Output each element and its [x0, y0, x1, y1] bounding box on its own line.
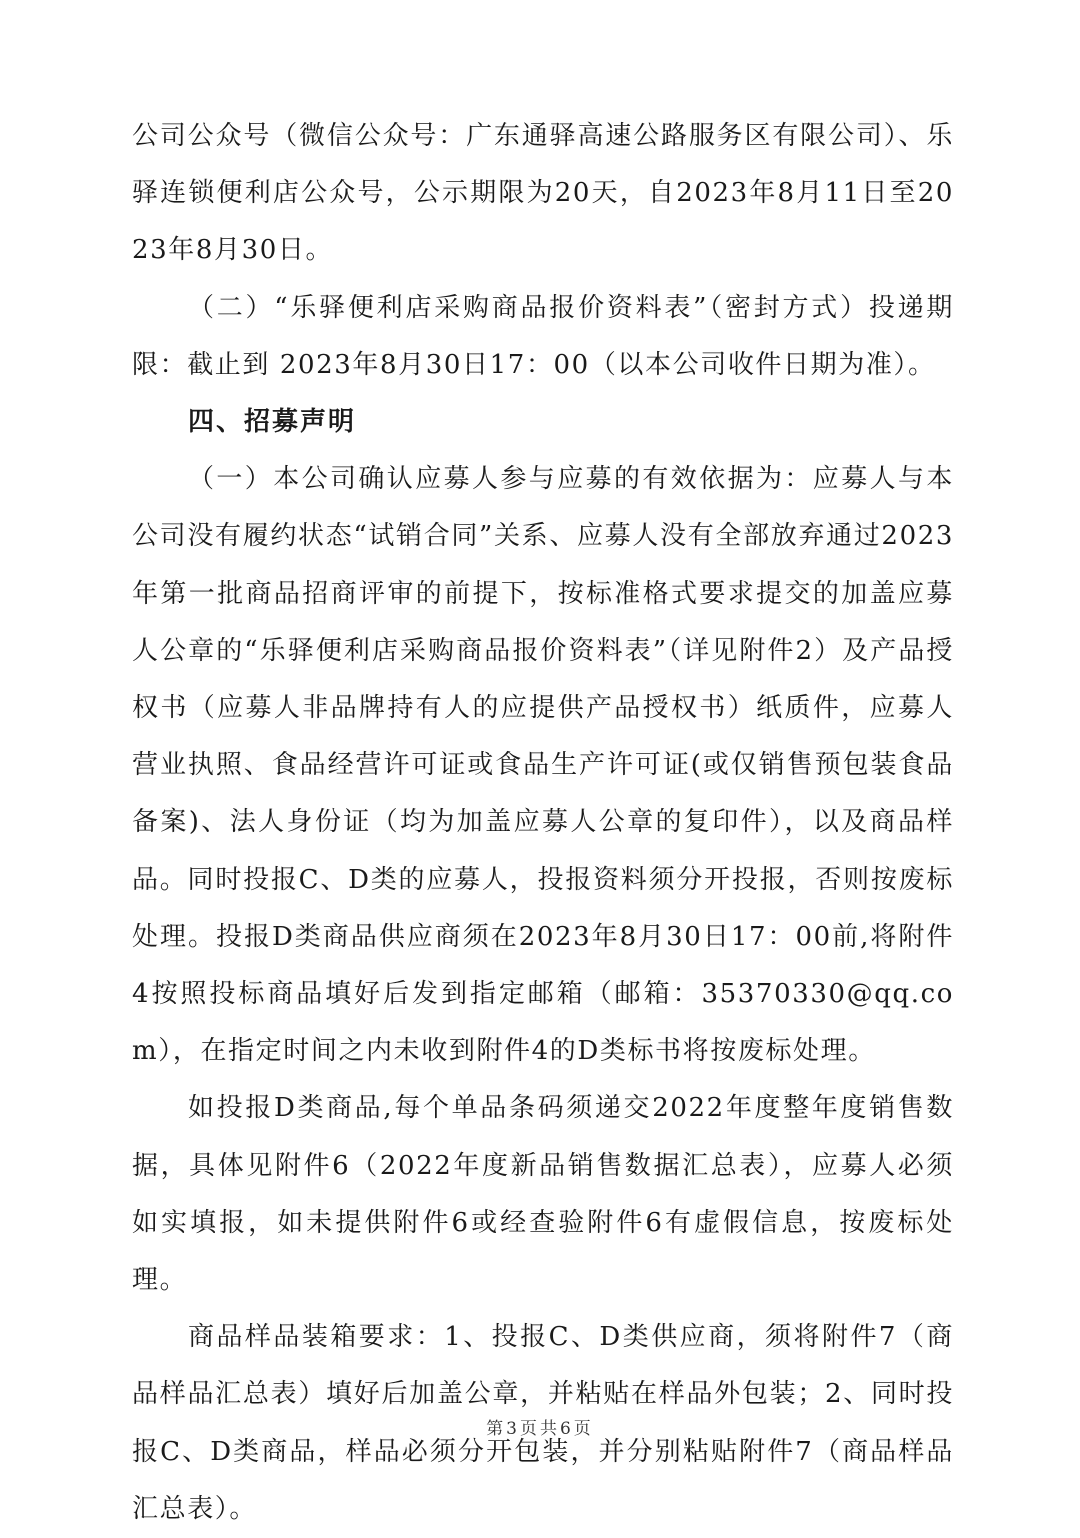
paragraph-valid-basis: （一）本公司确认应募人参与应募的有效依据为：应募人与本公司没有履约状态“试销合同”关系、应募人没有全部放弃通过2023年第一批商品招商评审的前提下，按标准格式要求提交的加盖应募人公章的“乐驿便利店采购商品报价资料表”（详见附件2）及产品授权书（应募人非品牌持有人的应提供产品授权书）纸质件，应募人营业执照、食品经营许可证或食品生产许可证(或仅销售预包装食品备案)、法人身份证（均为加盖应募人公章的复印件），以及商品样品。同时投报C、D类的应募人，投报资料须分开投报，否则按废标处理。投报D类商品供应商须在2023年8月30日17：00前,将附件4按照投标商品填好后发到指定邮箱（邮箱：35370330@qq.com），在指定时间之内未收到附件4的D类标书将按废标处理。 — [132, 464, 954, 1067]
paragraph-publicity-period: 公司公众号（微信公众号：广东通驿高速公路服务区有限公司）、乐驿连锁便利店公众号，公示期限为20天，自2023年8月11日至2023年8月30日。 — [132, 121, 954, 266]
document-body — [132, 108, 954, 1538]
paragraph-sample-packing: 商品样品装箱要求：1、投报C、D类供应商，须将附件7（商品样品汇总表）填好后加盖公章，并粘贴在样品外包装；2、同时投报C、D类商品，样品必须分开包装，并分别粘贴附件7（商品样品汇总表）。 — [132, 1322, 954, 1524]
page-number-footer: 第3页共6页 — [486, 1419, 594, 1439]
paragraph-d-category-sales-data: 如投报D类商品,每个单品条码须递交2022年度整年度销售数据，具体见附件6（2022年度新品销售数据汇总表），应募人必须如实填报，如未提供附件6或经查验附件6有虚假信息，按废标处理。 — [132, 1093, 954, 1296]
section-heading-recruitment-statement: 四、招募声明 — [188, 407, 357, 438]
paragraph-submission-deadline: （二）“乐驿便利店采购商品报价资料表”（密封方式）投递期限：截止到 2023年8月30日17：00（以本公司收件日期为准）。 — [132, 292, 954, 380]
